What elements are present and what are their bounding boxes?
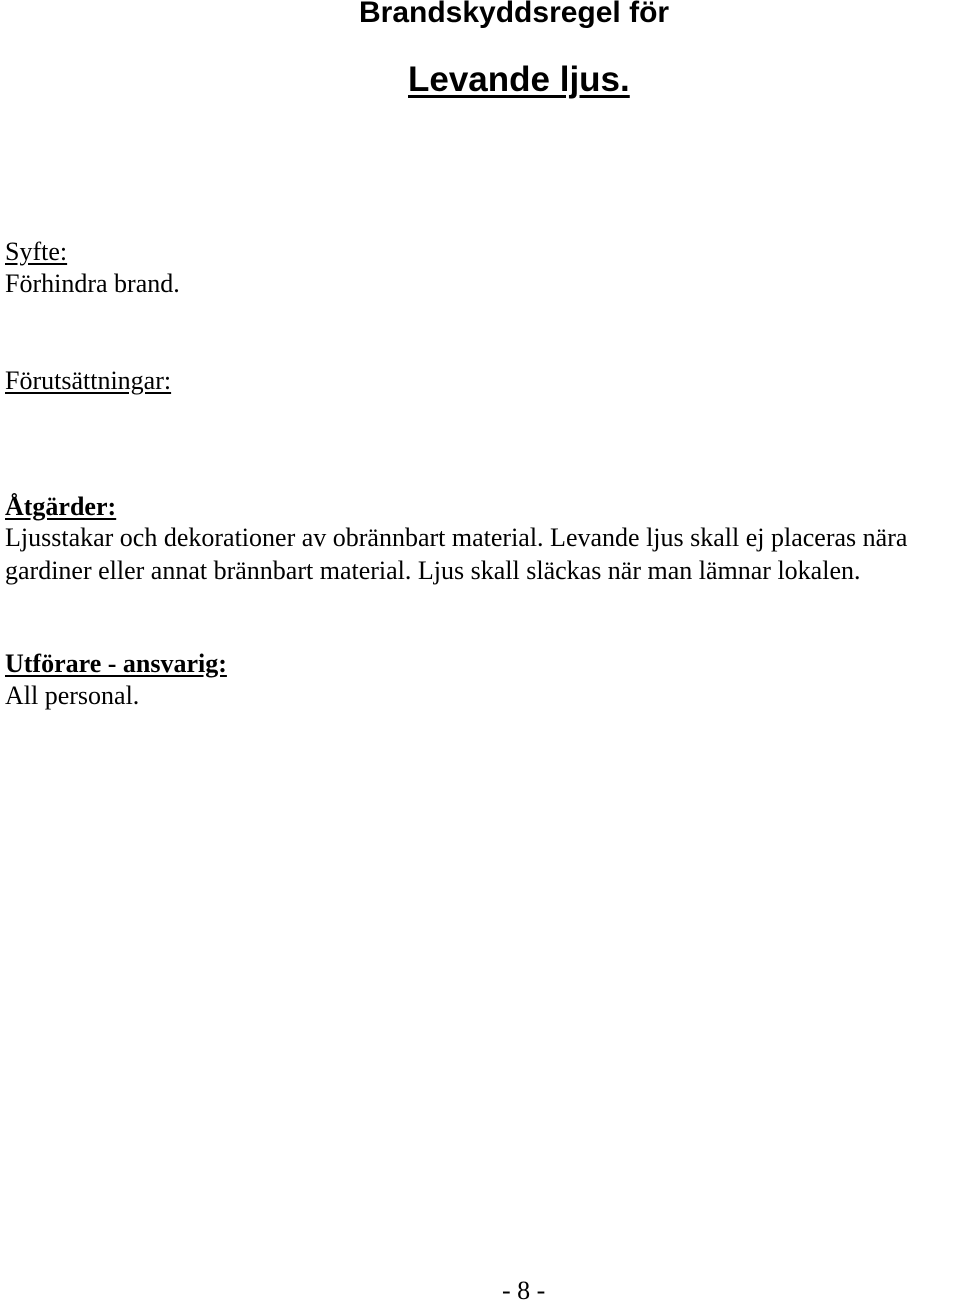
purpose-label: Syfte: (5, 237, 68, 266)
responsible-label: Utförare - ansvarig: (5, 649, 227, 678)
actions-label: Åtgärder: (5, 492, 117, 521)
document-title: Brandskyddsregel för (359, 0, 670, 29)
document-subtitle: Levande ljus. (408, 60, 630, 99)
responsible-text: All personal. (5, 681, 140, 710)
actions-text-line-2: gardiner eller annat brännbart material. Ljus skall släckas när man lämnar lokalen. (5, 556, 861, 585)
purpose-text: Förhindra brand. (5, 269, 180, 298)
page-number: - 8 - (502, 1276, 546, 1305)
prerequisites-label: Förutsättningar: (5, 366, 172, 395)
actions-text-line-1: Ljusstakar och dekorationer av obrännbart material. Levande ljus skall ej placeras nära (5, 523, 908, 552)
